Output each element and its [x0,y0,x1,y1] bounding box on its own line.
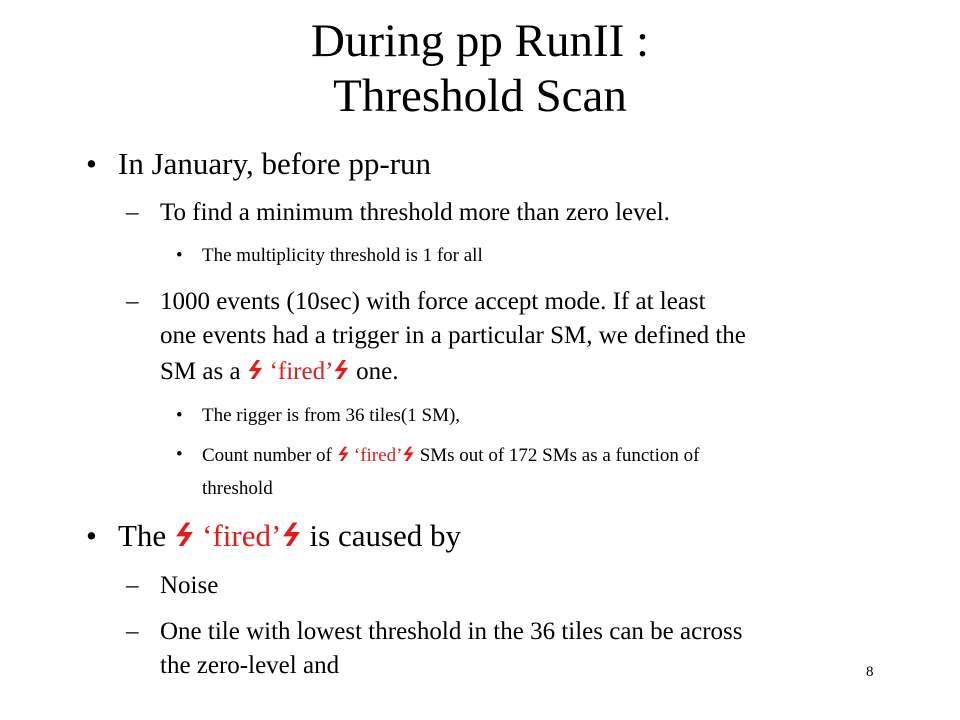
sub-lowest-tile-line-2: the zero-level and [160,652,340,679]
bullet-january: In January, before pp-run [118,146,432,181]
lightning-icon: ϟ [330,356,353,385]
sub-noise: Noise [160,572,219,599]
fired-label: ‘fired’ [202,518,282,553]
dash-marker: – [126,572,139,599]
title-line-1: During pp RunII : [310,15,650,67]
subsub-rigger: The rigger is from 36 tiles(1 SM), [202,405,461,426]
sub-events-line-1: 1000 events (10sec) with force accept mode. If at least [160,288,706,315]
dot-marker: • [176,405,183,426]
text-segment: SMs out of 172 SMs as a function of [414,445,700,466]
text-segment: one. [349,358,399,385]
subsub-count-line-1 [202,444,699,467]
lightning-icon: ϟ [400,444,417,466]
dot-marker: • [176,444,183,465]
bullet-marker: • [86,518,97,553]
dot-marker: • [176,245,183,266]
lightning-icon: ϟ [244,356,266,385]
lightning-icon: ϟ [334,444,352,466]
fired-label: ‘fired’ [353,445,403,466]
lightning-icon: ϟ [170,518,198,554]
page-number: 8 [866,664,874,680]
fired-label: ‘fired’ [269,358,334,385]
title-line-2: Threshold Scan [333,70,627,122]
sub-lowest-tile-line-1: One tile with lowest threshold in the 36 tiles can be across [160,618,743,645]
slide-title [0,14,960,124]
dash-marker: – [126,288,139,315]
lightning-icon: ϟ [278,518,305,554]
text-segment: is caused by [301,518,462,553]
subsub-multiplicity: The multiplicity threshold is 1 for all [202,245,483,266]
text-segment: SM as a [160,358,247,385]
bullet-marker: • [86,146,97,181]
bullet-fired-cause [118,518,461,554]
subsub-count-line-2: threshold [202,478,273,499]
sub-events-line-2: one events had a trigger in a particular SM, we defined the [160,322,746,349]
text-segment: The [118,518,174,553]
sub-find-threshold: To find a minimum threshold more than zero level. [160,199,670,226]
dash-marker: – [126,199,139,226]
sub-events-line-3 [160,356,399,386]
text-segment: Count number of [202,445,337,466]
dash-marker: – [126,618,139,645]
